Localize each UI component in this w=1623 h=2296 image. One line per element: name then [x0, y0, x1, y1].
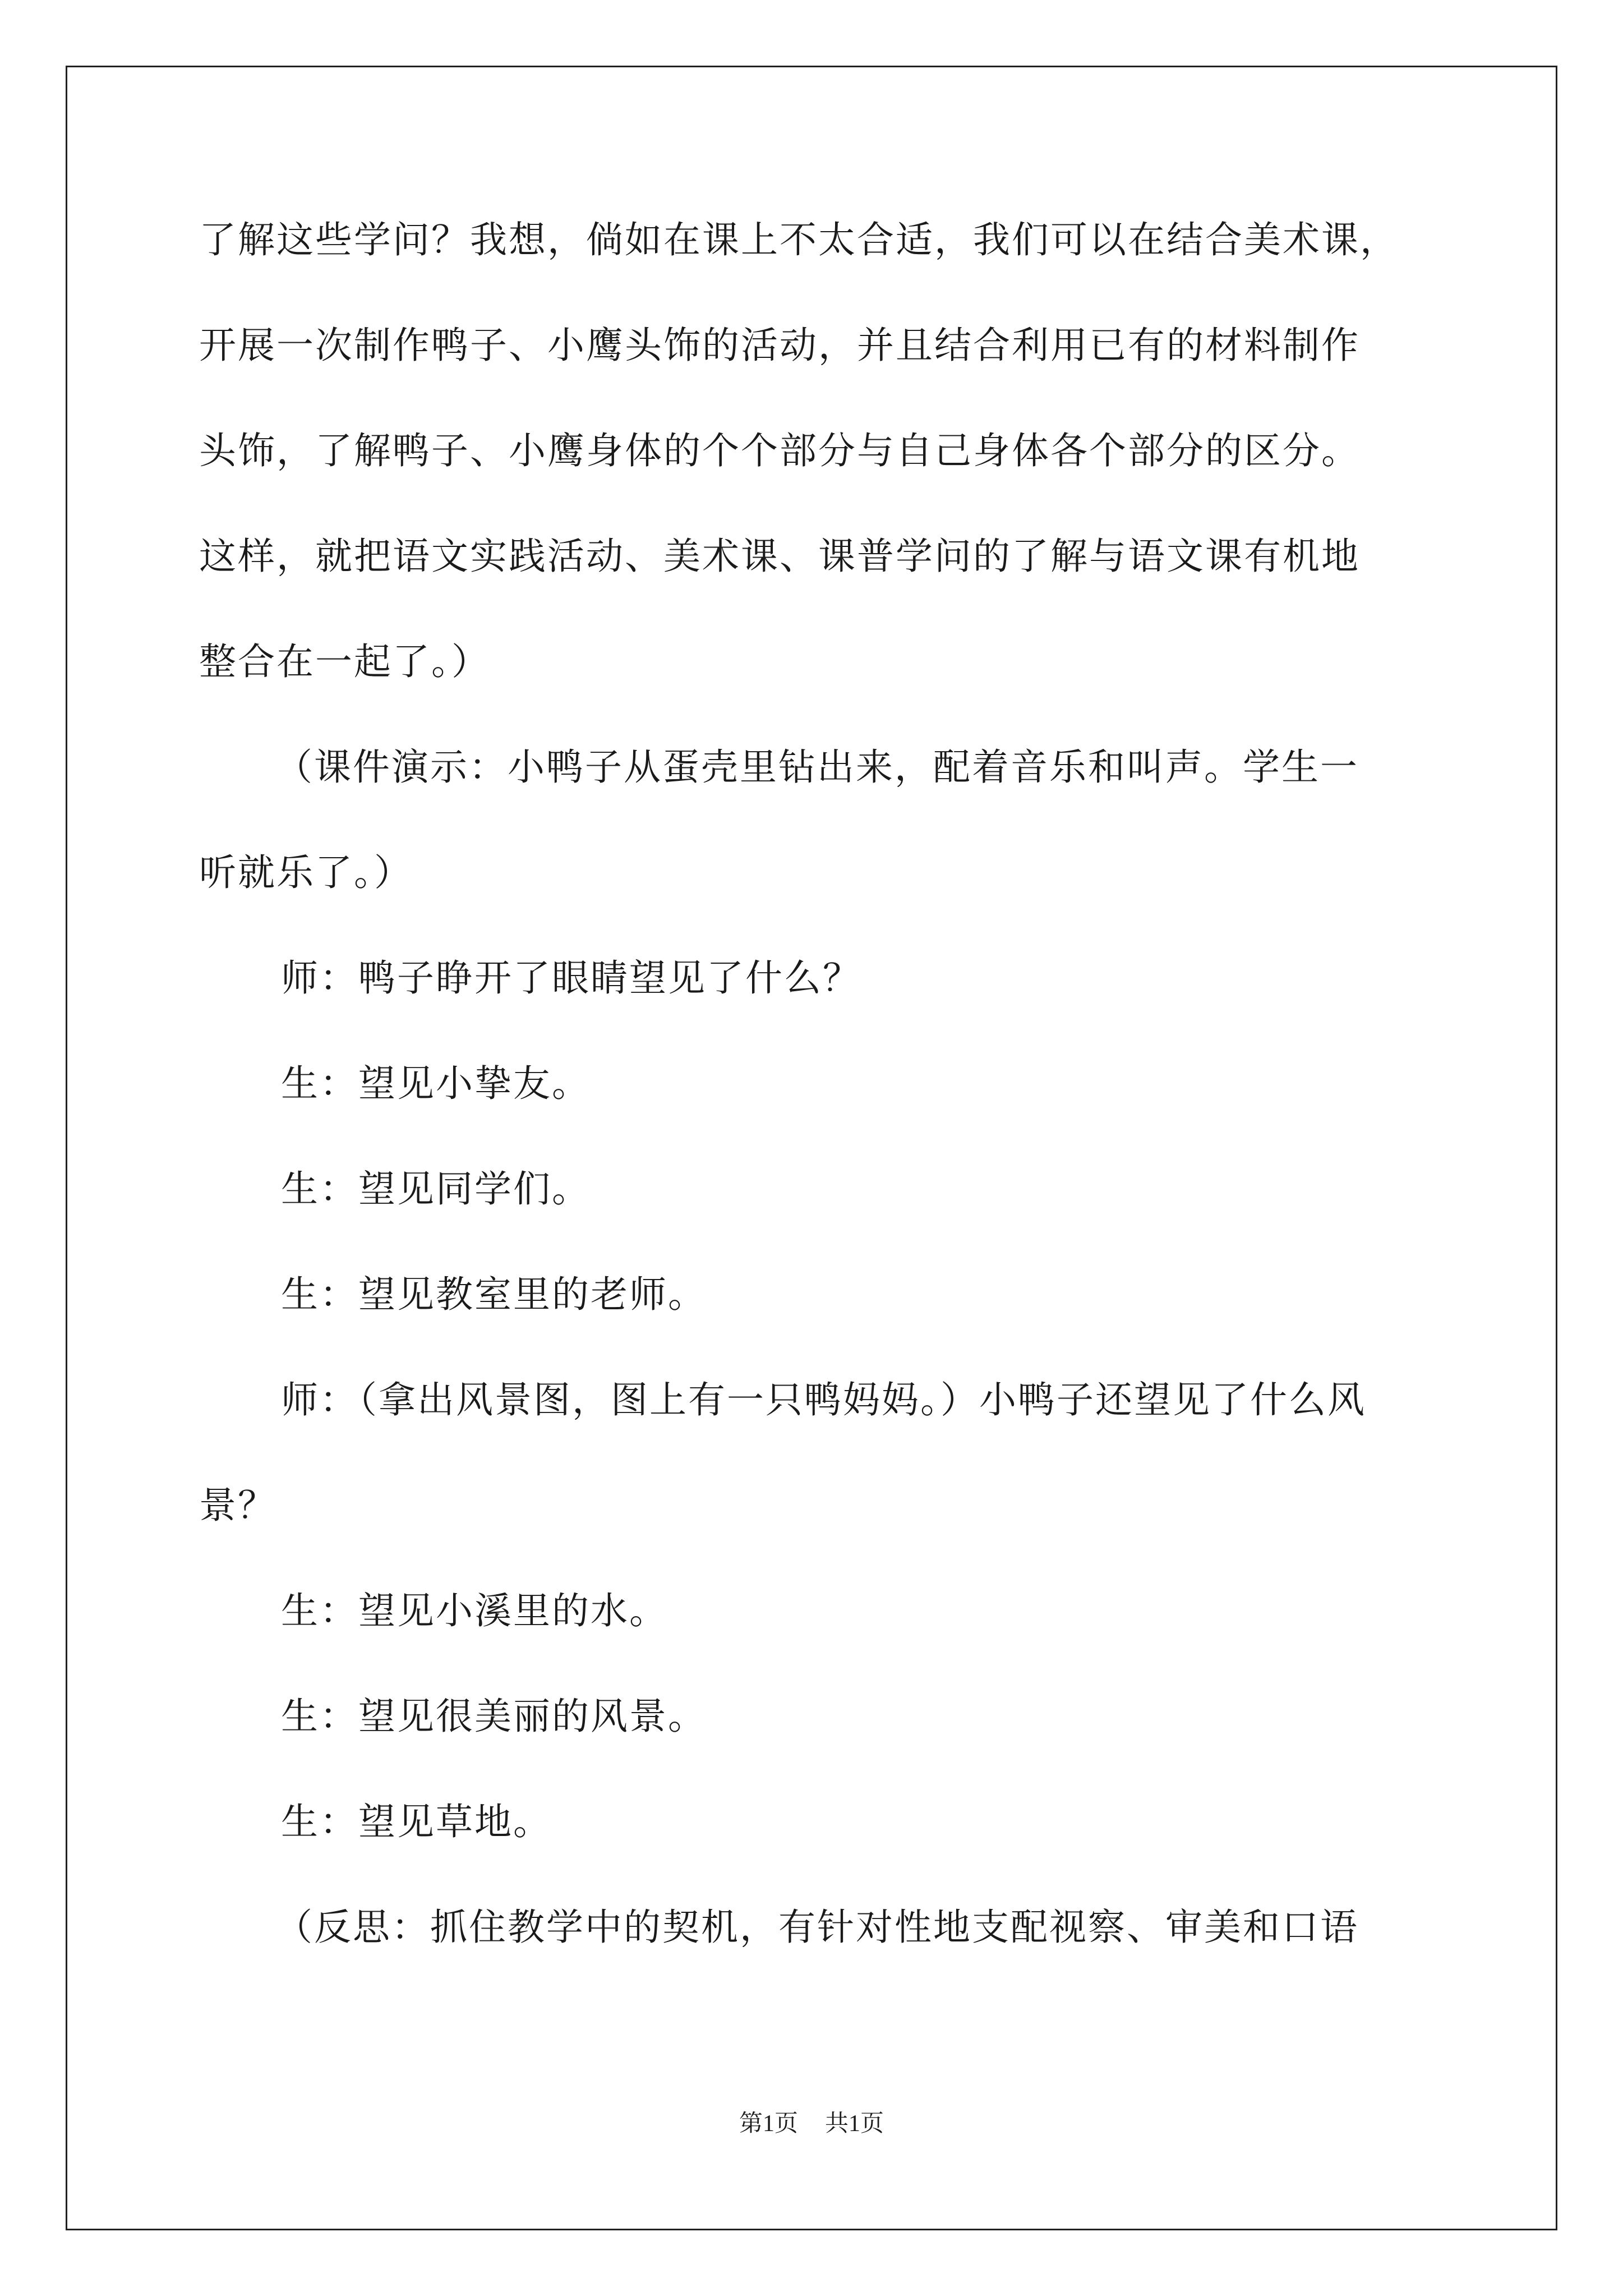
dialogue-line: 生：望见很美丽的风景。 — [281, 1695, 707, 1738]
page-footer — [0, 2105, 1623, 2138]
page-total: 共1页 — [825, 2111, 884, 2137]
dialogue-line: 生：望见小溪里的水。 — [281, 1589, 668, 1632]
text-line: （反思：抓住教学中的契机，有针对性地支配视察、审美和口语 — [275, 1906, 1359, 1949]
text-line: 整合在一起了。） — [199, 640, 490, 683]
dialogue-line: 师：（拿出风景图，图上有一只鸭妈妈。）小鸭子还望见了什么风 — [281, 1378, 1366, 1421]
dialogue-line: 生：望见小挚友。 — [281, 1062, 591, 1105]
dialogue-line: 生：望见教室里的老师。 — [281, 1273, 707, 1316]
text-line: 景？ — [199, 1484, 276, 1527]
dialogue-line: 师：鸭子睁开了眼睛望见了什么？ — [281, 956, 861, 1000]
text-line: 头饰，了解鸭子、小鹰身体的个个部分与自己身体各个部分的区分。 — [199, 429, 1360, 472]
page-number: 第1页 — [739, 2111, 798, 2137]
text-line: 了解这些学问？我想，倘如在课上不太合适，我们可以在结合美术课， — [199, 218, 1399, 261]
dialogue-line: 生：望见草地。 — [281, 1800, 552, 1843]
dialogue-line: 生：望见同学们。 — [281, 1167, 591, 1211]
text-line: 开展一次制作鸭子、小鹰头饰的活动，并且结合利用已有的材料制作 — [199, 324, 1360, 367]
text-line: 听就乐了。） — [199, 851, 413, 894]
text-line: 这样，就把语文实践活动、美术课、课普学问的了解与语文课有机地 — [199, 535, 1360, 578]
text-line: （课件演示：小鸭子从蛋壳里钻出来，配着音乐和叫声。学生一 — [275, 746, 1359, 789]
